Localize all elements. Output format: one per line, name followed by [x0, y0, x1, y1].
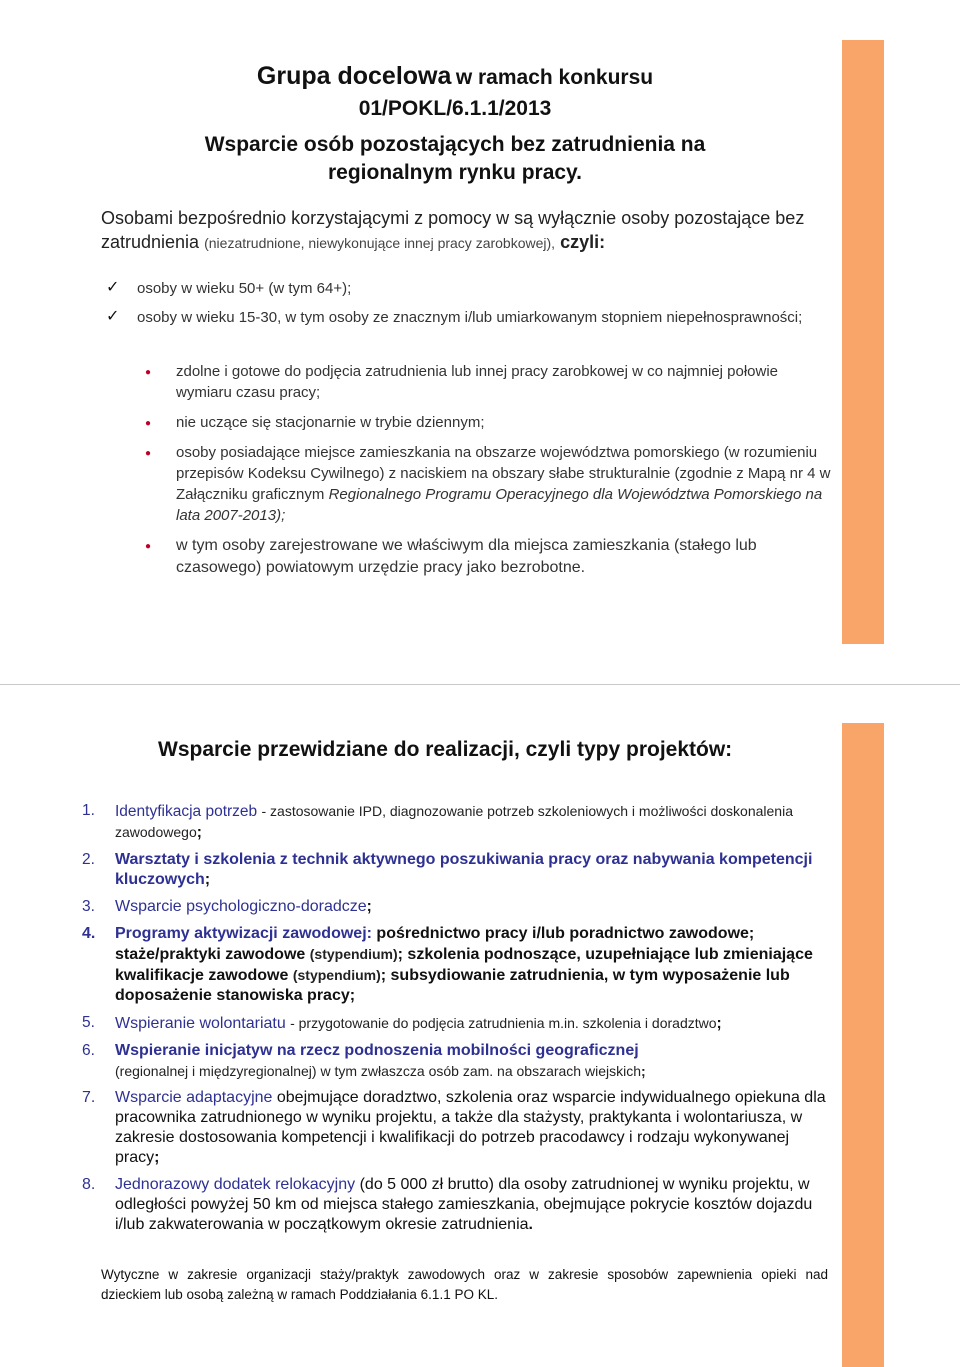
item-stypendium-1: (stypendium) — [309, 946, 398, 962]
item-end: . — [528, 1216, 533, 1233]
check-item-text: osoby w wieku 15-30, w tym osoby ze znacznym i/lub umiarkowanym stopniem niepełnosprawności; — [137, 309, 803, 326]
list-item — [82, 1088, 832, 1168]
item-end: ; — [196, 824, 202, 841]
page-divider — [0, 684, 960, 685]
item-rest: - zastosowanie IPD, diagnozowanie potrzeb szkoleniowych i możliwości doskonalenia zawodowego — [115, 803, 793, 840]
bullet-item-text: w tym osoby zarejestrowane we właściwym dla miejsca zamieszkania (stałego lub czasowego) powiatowym urzędzie pracy jako bezrobotne. — [176, 537, 757, 576]
intro-paragraph — [101, 206, 846, 255]
bullet-dot-icon: ● — [145, 367, 152, 378]
bullet-dot-icon: ● — [145, 448, 152, 459]
title-part1: Grupa docelowa — [256, 62, 452, 90]
orange-accent-bar-top — [842, 40, 884, 644]
item-rest: (do 5 000 zł brutto) dla osoby zatrudnionej w wyniku projektu, w odległości powyżej 50 km od miejsca stałego zamieszkania, obejmujące pokrycie kosztów dojazdu i/lub zakwaterowania w początkowym okresie zatrudnienia — [115, 1176, 813, 1233]
item-rest — [115, 1061, 832, 1081]
title-code: 01/POKL/6.1.1/2013 — [358, 97, 552, 120]
orange-accent-bar-bottom — [842, 723, 884, 1367]
item-end: ; — [366, 898, 372, 915]
check-icon: ✓ — [106, 308, 120, 325]
item-head: Warsztaty i szkolenia z technik aktywnego poszukiwania pracy oraz nabywania kompetencji kluczowych — [115, 851, 813, 888]
item-rest: obejmujące doradztwo, szkolenia oraz wsparcie indywidualnego opiekuna dla pracownika zatrudnionego w wyniku projektu, a także dla stażysty, praktykanta i wolontariusza, w zakresie dostosowania kompetencji i kwalifikacji do potrzeb pracodawcy i rodzaju wykonywanej pracy — [115, 1089, 826, 1166]
bullet-dot-icon: ● — [145, 541, 152, 552]
list-item — [82, 1041, 832, 1081]
item-head: Jednorazowy dodatek relokacyjny — [115, 1176, 356, 1193]
bullet-item — [145, 535, 835, 579]
item-part-c: ; subsydiowanie zatrudnienia, w tym wyposażenie lub doposażenie stanowiska pracy; — [115, 967, 790, 1004]
item-head: Wspieranie inicjatyw na rzecz podnoszenia mobilności geograficznej — [115, 1042, 639, 1059]
check-item — [106, 307, 826, 328]
bullet-item-text: osoby posiadające miejsce zamieszkania na obszarze województwa pomorskiego (w rozumieniu przepisów Kodeksu Cywilnego) z naciskiem na obszary słabe strukturalnie (zgodnie z Mapą nr 4 w Załączniku graficznym — [176, 444, 831, 503]
item-number: 8. — [82, 1176, 96, 1193]
item-head: Wsparcie adaptacyjne — [115, 1089, 273, 1106]
bullet-list — [145, 361, 835, 588]
item-part-b: ; szkolenia podnoszące, uzupełniające lub zmieniające kwalifikacje zawodowe — [115, 946, 813, 984]
page-subtitle: Wsparcie osób pozostających bez zatrudnienia na regionalnym rynku pracy. — [204, 133, 706, 184]
page-title — [195, 62, 715, 187]
intro-small: (niezatrudnione, niewykonujące innej pracy zarobkowej), — [204, 235, 556, 251]
item-end: ; — [204, 871, 210, 888]
check-item — [106, 278, 826, 299]
item-end: ; — [154, 1149, 160, 1166]
list-item — [82, 924, 832, 1006]
item-head: Programy aktywizacji zawodowej: — [115, 925, 372, 942]
section-title: Wsparcie przewidziane do realizacji, czyli typy projektów: — [158, 738, 733, 761]
bullet-item — [145, 361, 835, 403]
footer-note: Wytyczne w zakresie organizacji staży/praktyk zawodowych oraz w zakresie sposobów zapewnienia opieki nad dzieckiem lub osobą zależną w ramach Poddziałania 6.1.1 PO KL. — [101, 1267, 828, 1302]
intro-text2: czyli: — [560, 232, 606, 252]
item-head: Wspieranie wolontariatu — [115, 1015, 286, 1032]
item-part-a: pośrednictwo pracy i/lub poradnictwo zawodowe; staże/praktyki zawodowe — [115, 925, 755, 963]
check-icon: ✓ — [106, 279, 120, 296]
item-number: 5. — [82, 1014, 95, 1031]
item-end: ; — [716, 1015, 722, 1032]
project-types-list — [82, 801, 832, 1242]
item-number: 3. — [82, 898, 95, 915]
list-item — [82, 897, 832, 917]
list-item — [82, 1175, 832, 1235]
list-item — [82, 850, 832, 890]
item-rest-text: (regionalnej i międzyregionalnej) w tym zwłaszcza osób zam. na obszarach wiejskich — [115, 1063, 641, 1079]
check-list — [106, 278, 826, 336]
item-number: 6. — [82, 1042, 95, 1059]
bullet-item — [145, 442, 835, 526]
title-part2: w ramach konkursu — [455, 66, 654, 89]
item-end: ; — [641, 1063, 646, 1079]
list-item — [82, 801, 832, 843]
item-head: Identyfikacja potrzeb — [115, 803, 258, 820]
bullet-item-italic: Regionalnego Programu Operacyjnego dla Województwa Pomorskiego na lata 2007-2013); — [176, 486, 823, 524]
item-number: 7. — [82, 1089, 96, 1106]
item-number: 2. — [82, 851, 95, 868]
intro-text1: Osobami bezpośrednio korzystającymi z pomocy w są wyłącznie osoby pozostające bez zatrudnienia — [101, 208, 805, 252]
item-number: 1. — [82, 802, 95, 819]
bullet-item — [145, 412, 835, 433]
item-stypendium-2: (stypendium) — [292, 967, 381, 983]
item-rest: - przygotowanie do podjęcia zatrudnienia m.in. szkolenia i doradztwo — [290, 1015, 717, 1031]
item-number: 4. — [82, 925, 96, 942]
list-item — [82, 1013, 832, 1034]
bullet-item-text: nie uczące się stacjonarnie w trybie dziennym; — [176, 414, 485, 431]
item-head: Wsparcie psychologiczno-doradcze — [115, 898, 367, 915]
bullet-dot-icon: ● — [145, 418, 152, 429]
bullet-item-text: zdolne i gotowe do podjęcia zatrudnienia lub innej pracy zarobkowej w co najmniej połowie wymiaru czasu pracy; — [176, 363, 779, 401]
check-item-text: osoby w wieku 50+ (w tym 64+); — [137, 280, 352, 297]
